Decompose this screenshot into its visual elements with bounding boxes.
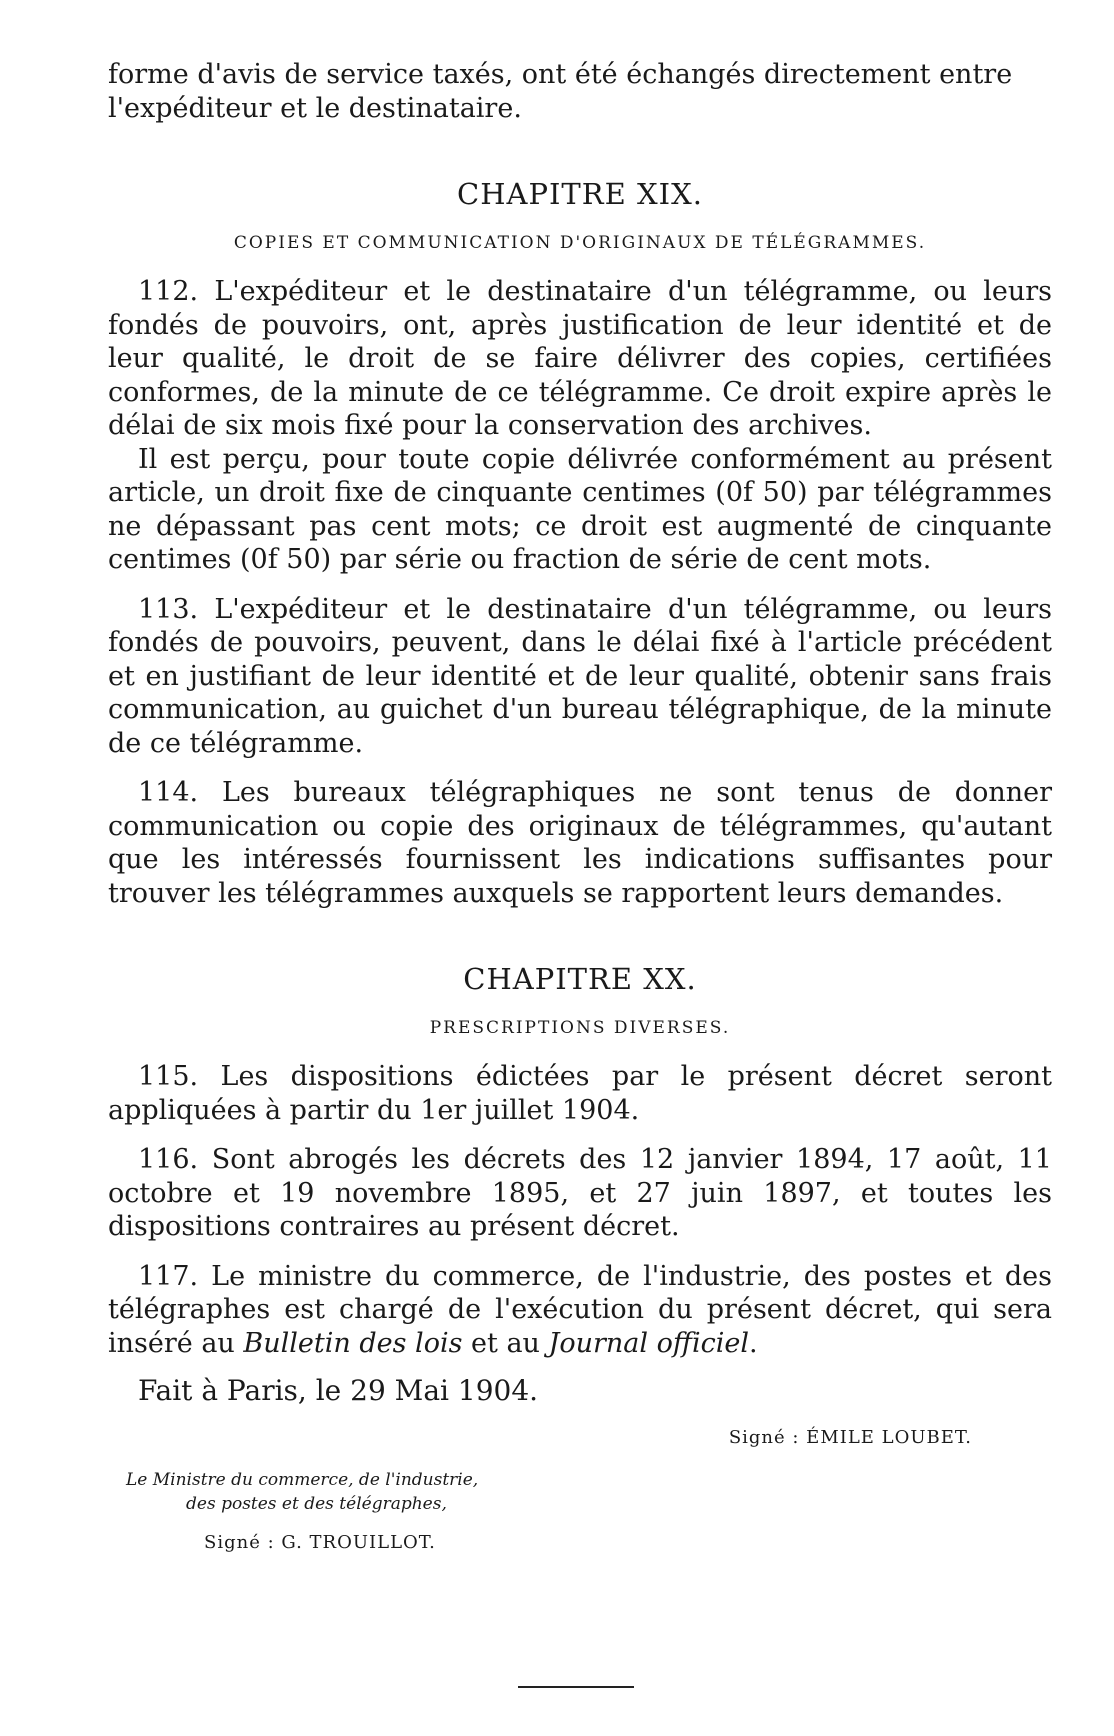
chapter-19-subtitle: COPIES ET COMMUNICATION D'ORIGINAUX DE TÉLÉGRAMMES. [233,233,927,253]
intro-line-2: l'expéditeur et le destinataire. [108,92,522,124]
article-112-number: 112. [138,276,199,307]
article-114-text: Les bureaux télégraphiques ne sont tenus de donner communication ou copie des originaux de télégrammes, qu'autant que les intéressés fournissent les indications suffisantes pour trouver les télégrammes auxquels se rapportent leurs demandes. [108,777,1052,909]
article-113-paragraph [108,593,1052,761]
chapter-20-subtitle: PRESCRIPTIONS DIVERSES. [429,1018,731,1038]
article-112-paragraph-1 [108,275,1052,443]
closing-divider [518,1686,634,1688]
minister-signature: Signé : G. TROUILLOT. [204,1532,436,1553]
article-115-text: Les dispositions édictées par le présent décret seront appliquées à partir du 1er juillet 1904. [108,1061,1052,1126]
article-117-text-c: . [749,1327,758,1359]
article-117-text-a: Le ministre du commerce, de l'industrie, des postes et des télégraphes est chargé de l'exécution du présent décret, qui sera inséré au [108,1260,1052,1359]
intro-line-1: forme d'avis de service taxés, ont été échangés directement entre [108,59,1013,90]
article-113-text: L'expéditeur et le destinataire d'un télégramme, ou leurs fondés de pouvoirs, peuvent, dans le délai fixé à l'article précédent et en justifiant de leur identité et de leur qualité, obtenir sans frais communication, au guichet d'un bureau télégraphique, de la minute de ce télégramme. [108,593,1052,759]
article-117-number: 117. [138,1260,199,1292]
article-112-text-2: Il est perçu, pour toute copie délivrée conformément au présent article, un droit fixe de cinquante centimes (0f 50) par télégrammes ne dépassant pas cent mots; ce droit est augmenté de cinquante centimes (0f 50) par série ou fraction de série de cent mots. [108,443,1052,575]
article-116-text: Sont abrogés les décrets des 12 janvier 1894, 17 août, 11 octobre et 19 novembre 1895, et 27 juin 1897, et toutes les dispositions contraires au présent décret. [108,1144,1052,1242]
journal-officiel: Journal officiel [548,1327,750,1359]
article-112-text-1: L'expéditeur et le destinataire d'un télégramme, ou leurs fondés de pouvoirs, ont, après justification de leur identité et de leur qualité, le droit de se faire délivrer des copies, certifiées conformes, de la minute de ce télégramme. Ce droit expire après le délai de six mois fixé pour la conservation des archives. [108,276,1052,441]
article-115-paragraph [108,1060,1052,1127]
article-113-number: 113. [138,593,199,625]
article-112-paragraph-2 [108,443,1052,577]
article-114-number: 114. [138,777,199,808]
chapter-20-title: CHAPITRE XX. [463,962,697,996]
article-116-paragraph [108,1143,1052,1244]
bulletin-des-lois: Bulletin des lois [243,1327,463,1359]
article-114-paragraph [108,776,1052,910]
minister-title-line-2: des postes et des télégraphes, [186,1494,447,1514]
chapter-19-title: CHAPITRE XIX. [457,177,703,211]
intro-paragraph [108,58,1052,125]
article-117-text-b: et au [471,1327,540,1359]
article-115-number: 115. [138,1061,199,1092]
minister-title-line-1: Le Ministre du commerce, de l'industrie, [126,1470,479,1490]
minister-title [126,1468,1052,1516]
article-116-number: 116. [138,1144,199,1175]
president-signature: Signé : ÉMILE LOUBET. [728,1427,972,1448]
signoff-line: Fait à Paris, le 29 Mai 1904. [138,1374,539,1407]
article-117-paragraph [108,1260,1052,1361]
